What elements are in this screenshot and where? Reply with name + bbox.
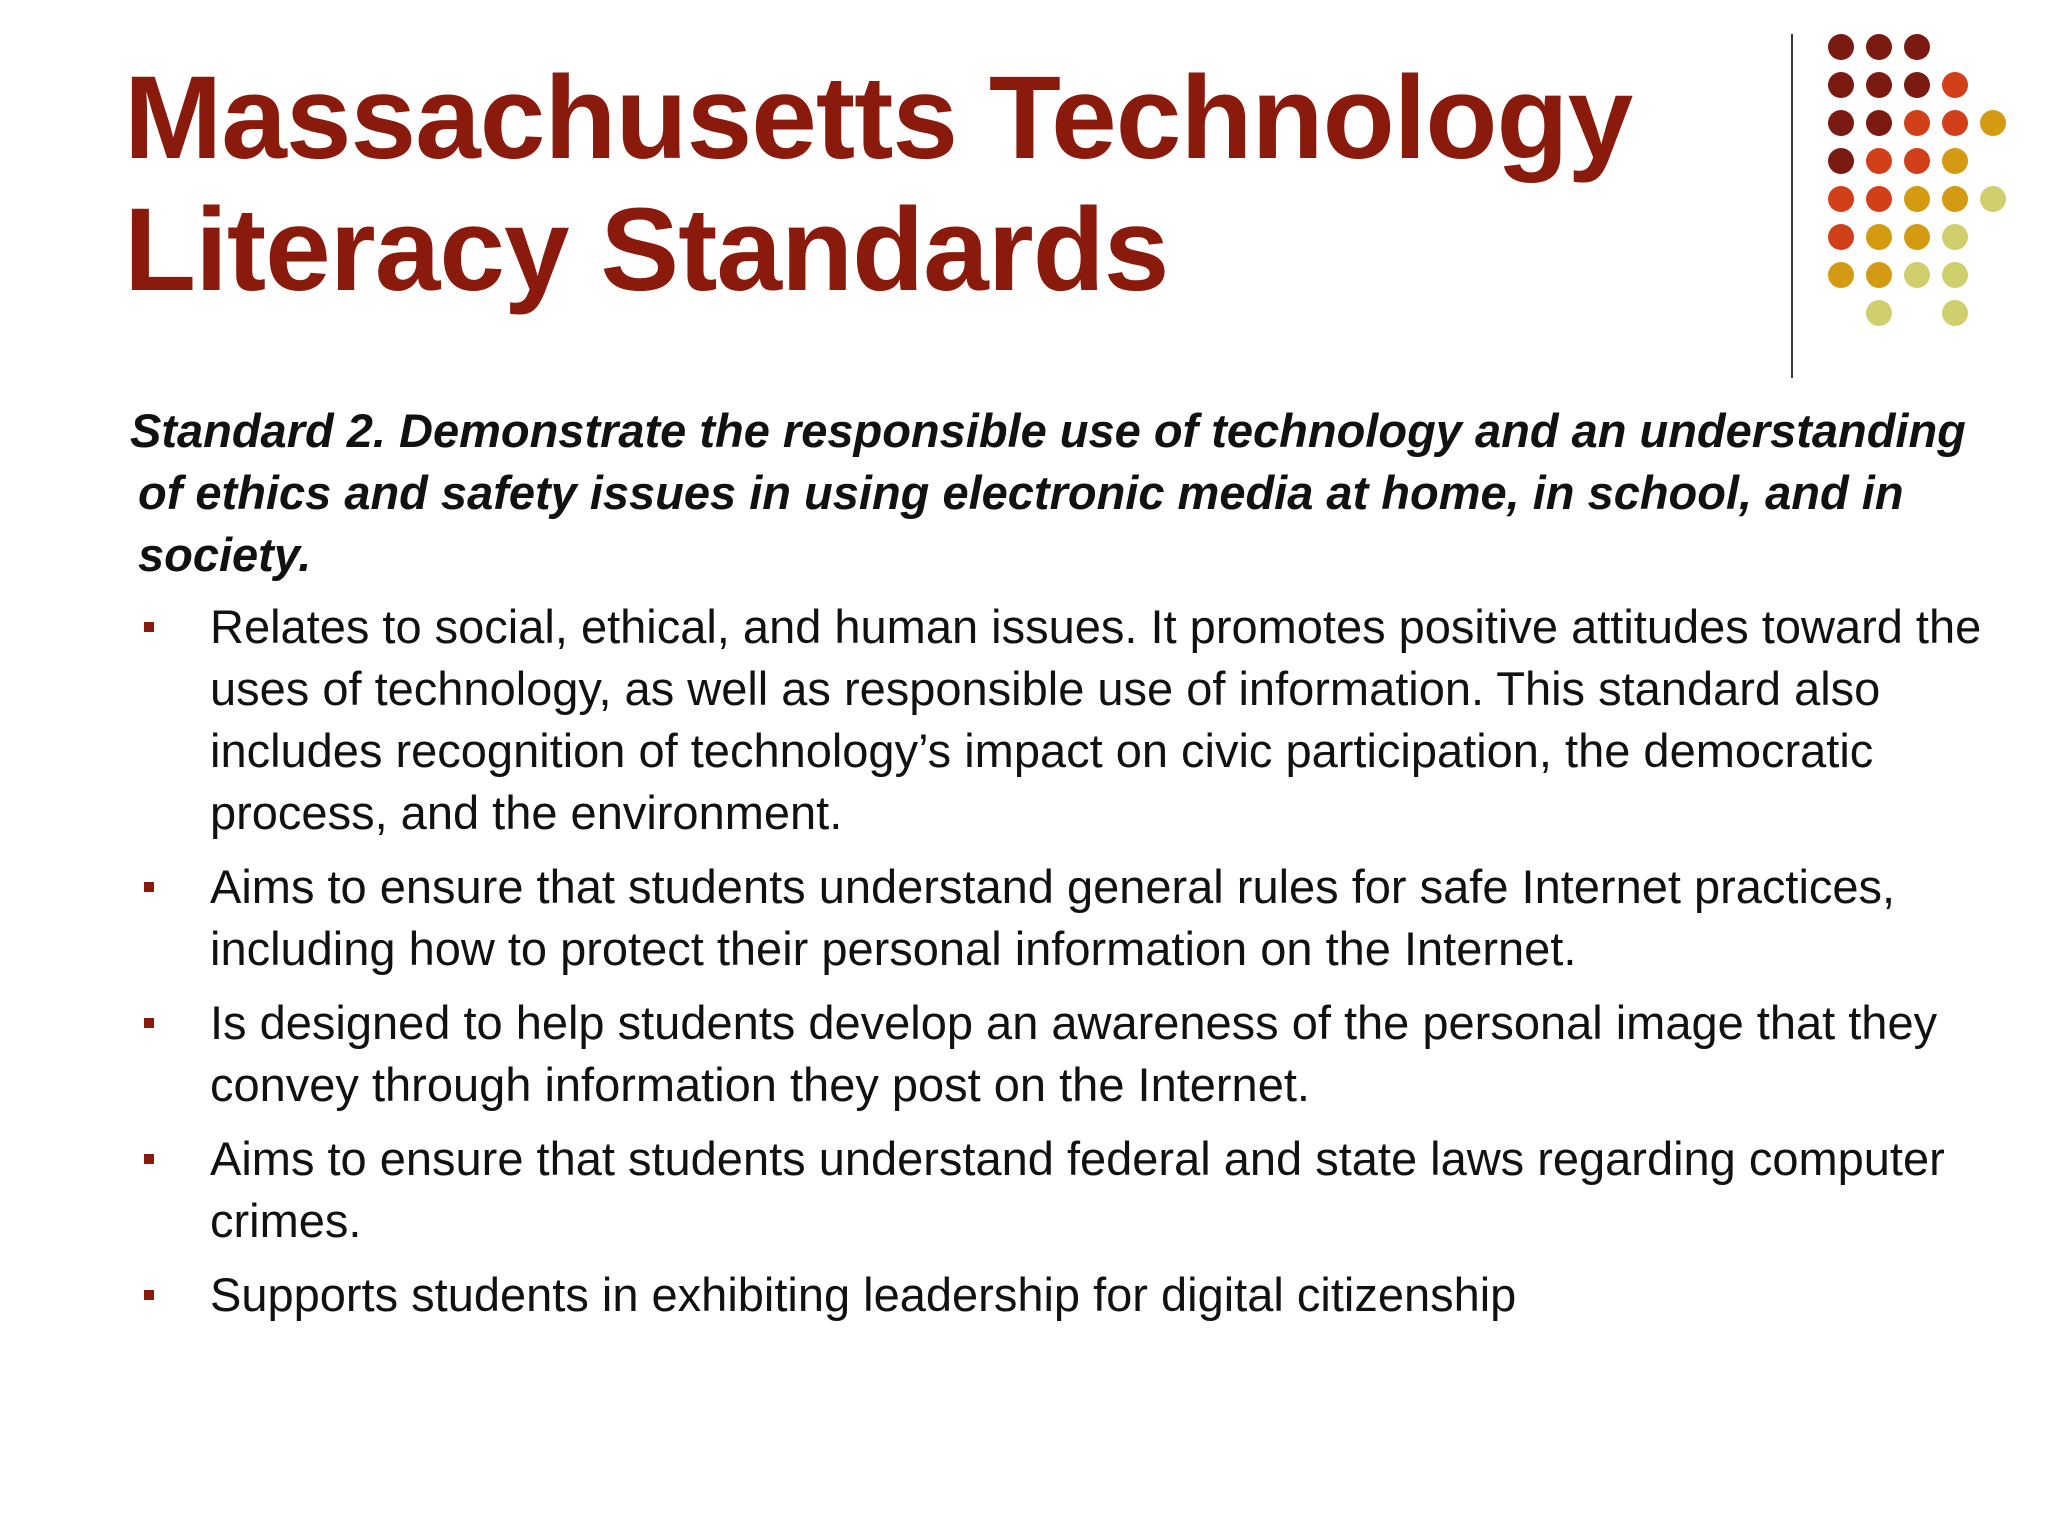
bullet-text: Supports students in exhibiting leadership for digital citizenship [210,1268,1517,1321]
slide-body [130,400,1990,1338]
square-bullet-icon [144,622,154,632]
standard-heading: Standard 2. Demonstrate the responsible use of technology and an understanding of ethics and safety issues in using electronic media at home, in school, and in society. [130,404,1966,581]
bullet-text: Relates to social, ethical, and human issues. It promotes positive attitudes toward the uses of technology, as well as responsible use of information. This standard also includes recognition of technology’s impact on civic participation, the democratic process, and the environment. [210,600,1982,839]
square-bullet-icon [144,1018,154,1028]
bullet-item [130,856,1990,980]
bullet-item [130,992,1990,1116]
bullet-item [130,1128,1990,1252]
dot-grid-decoration [1820,26,2020,336]
title-divider [1791,34,1793,378]
bullet-item [130,596,1990,844]
bullet-text: Aims to ensure that students understand general rules for safe Internet practices, including how to protect their personal information on the Internet. [210,860,1896,975]
square-bullet-icon [144,1154,154,1164]
bullet-text: Aims to ensure that students understand federal and state laws regarding computer crimes. [210,1132,1945,1247]
slide-title [124,52,1744,316]
square-bullet-icon [144,882,154,892]
title-line-2: Literacy Standards [124,184,1169,316]
square-bullet-icon [144,1290,154,1300]
bullet-list [130,596,1990,1326]
title-line-1: Massachusetts Technology [124,52,1633,184]
bullet-text: Is designed to help students develop an awareness of the personal image that they convey through information they post on the Internet. [210,996,1938,1111]
bullet-item [130,1264,1990,1326]
